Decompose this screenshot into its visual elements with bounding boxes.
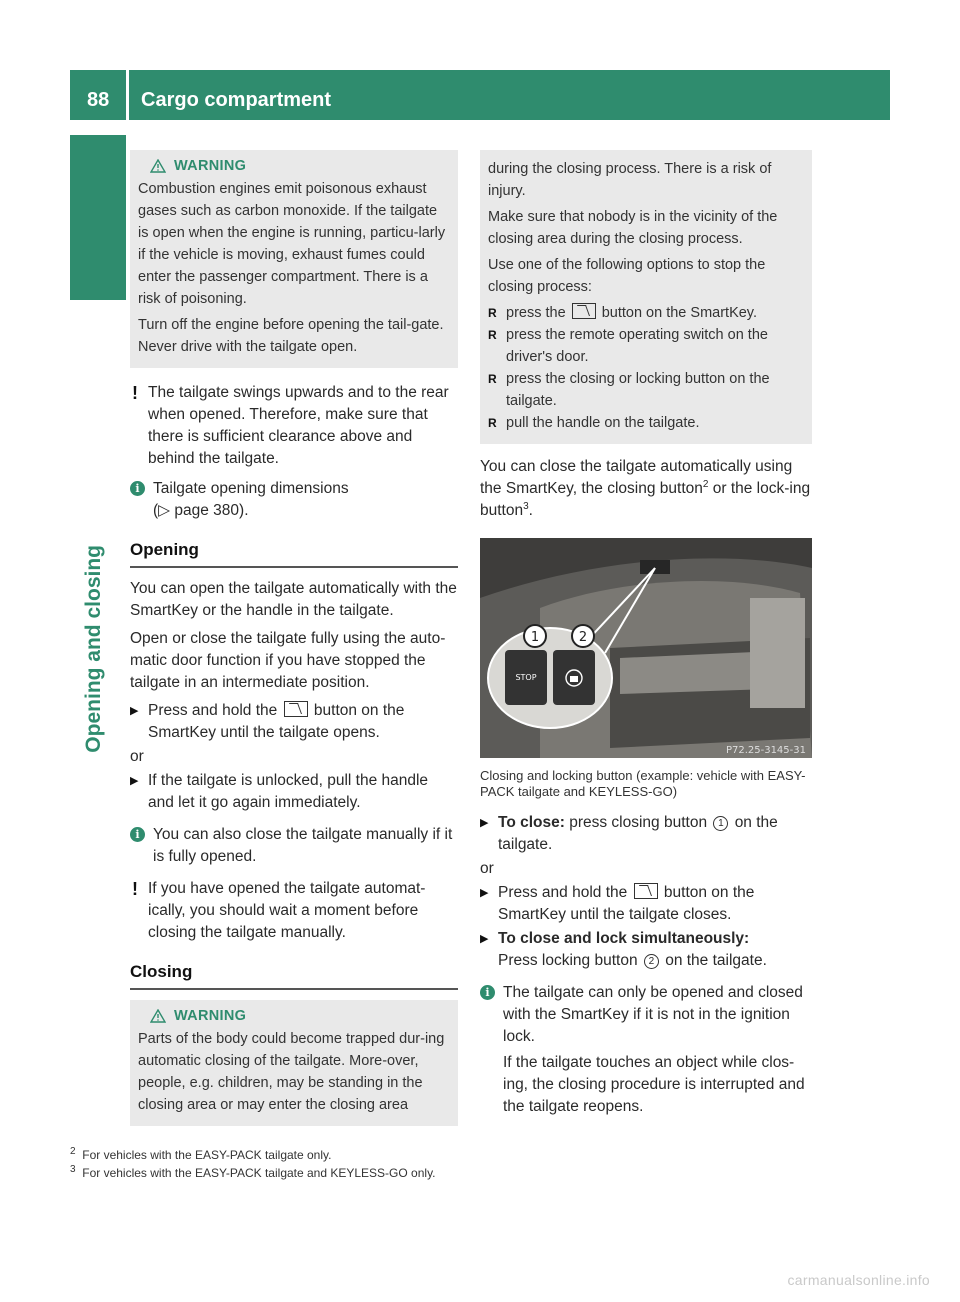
- bullet-item: [488, 324, 804, 368]
- info-text: You can also close the tailgate manually if it is fully opened.: [153, 826, 453, 865]
- warning-triangle-icon: [150, 1009, 166, 1023]
- info-manual-close: [130, 824, 458, 868]
- warning-title: WARNING: [174, 1008, 247, 1024]
- page-header: [129, 70, 890, 120]
- tailgate-illustration: [480, 538, 812, 758]
- svg-text:2: 2: [578, 630, 588, 645]
- bullet-icon: R: [488, 416, 497, 430]
- step-arrow-icon: ▶: [480, 817, 489, 829]
- step-close-lock: [480, 928, 812, 972]
- step-press-hold: [130, 700, 458, 744]
- step-text-cont: on the tailgate.: [498, 814, 778, 853]
- info-icon: i: [130, 827, 145, 842]
- step-arrow-icon: ▶: [480, 887, 489, 899]
- stop-label: STOP: [515, 673, 537, 682]
- step-press-hold-close: [480, 882, 812, 926]
- tailgate-key-icon: [572, 303, 596, 319]
- bullet-icon: R: [488, 306, 497, 320]
- bullet-item: [488, 412, 804, 434]
- figure-caption: Closing and locking button (example: vehicle with EASY-PACK tailgate and KEYLESS-GO): [480, 768, 806, 799]
- step-text-cont: button on the SmartKey until the tailgate opens.: [148, 702, 405, 741]
- info-text: Tailgate opening dimensions: [153, 480, 349, 497]
- warning-text-2: Make sure that nobody is in the vicinity of the closing area during the closing process.: [488, 209, 778, 247]
- note-wait: [130, 878, 458, 944]
- chapter-tab: [70, 135, 126, 300]
- step-arrow-icon: ▶: [130, 775, 139, 787]
- or-text: or: [480, 860, 494, 877]
- footnote-ref-2[interactable]: 2: [702, 478, 709, 490]
- warning-text: Combustion engines emit poisonous exhaust gases such as carbon monoxide. If the tailgate is open when the engine is running, particu-larly if the vehicle is moving, exhaust fumes could enter the passenger compartment. There is a risk of poisoning.: [138, 181, 446, 307]
- info-icon: i: [130, 481, 145, 496]
- warning-box-exhaust: [130, 150, 458, 368]
- step-handle: [130, 770, 458, 814]
- or-text: or: [130, 748, 144, 765]
- info-text-2: If the tailgate touches an object while clos-ing, the closing procedure is interrupted and the tailgate reopens.: [503, 1054, 805, 1115]
- footnotes: [70, 1146, 770, 1182]
- chapter-label: Opening and closing: [82, 545, 105, 753]
- left-column: [130, 150, 458, 1126]
- warning-title: WARNING: [174, 158, 247, 174]
- bullet-text: pull the handle on the tailgate.: [506, 415, 700, 431]
- note-text: The tailgate swings upwards and to the rear when opened. Therefore, make sure that there is sufficient clearance above and behind the tailgate.: [148, 384, 449, 467]
- right-column: [480, 150, 812, 522]
- tailgate-photo: [480, 538, 812, 758]
- warning-box-continued: [480, 150, 812, 444]
- footnote-item: [70, 1164, 770, 1182]
- info-text: The tailgate can only be opened and closed with the SmartKey if it is not in the ignition lock.: [503, 984, 803, 1045]
- bullet-text: press the closing or locking button on the tailgate.: [506, 371, 770, 409]
- step-text: Press and hold the: [498, 884, 628, 901]
- footnote-number: 2: [70, 1146, 76, 1157]
- chapter-label-wrap: [82, 545, 112, 753]
- bullet-text: press the remote operating switch on the driver's door.: [506, 327, 768, 365]
- tailgate-key-icon: [634, 883, 658, 899]
- tailgate-key-icon: [284, 701, 308, 717]
- step-arrow-icon: ▶: [130, 705, 139, 717]
- callout-1-icon: 1: [713, 816, 728, 831]
- opening-paragraph-1: You can open the tailgate automatically with the SmartKey or the handle in the tailgate.: [130, 580, 457, 619]
- callout-2-icon: 2: [644, 954, 659, 969]
- info-smartkey: [480, 982, 812, 1118]
- footnote-ref-3[interactable]: 3: [523, 500, 529, 512]
- step-text: press closing button: [569, 814, 708, 831]
- bullet-item: [488, 302, 804, 324]
- warning-triangle-icon: [150, 159, 166, 173]
- step-text: Press and hold the: [148, 702, 278, 719]
- step-arrow-icon: ▶: [480, 933, 489, 945]
- page-number-box: [70, 70, 126, 120]
- warning-text: during the closing process. There is a risk of injury.: [488, 161, 772, 199]
- info-dimensions: [130, 478, 458, 522]
- step-text-cont: button on the SmartKey until the tailgate closes.: [498, 884, 755, 923]
- page-reference-link[interactable]: (▷ page 380).: [153, 502, 249, 519]
- opening-paragraph-2: Open or close the tailgate fully using the auto-matic door function if you have stopped the tailgate in an intermediate position.: [130, 630, 446, 691]
- step-to-close: [480, 812, 812, 856]
- note-text: If you have opened the tailgate automat-ically, you should wait a moment before closing the tailgate manually.: [148, 880, 426, 941]
- note-clearance: [130, 382, 458, 470]
- bullet-text: press the: [506, 305, 566, 321]
- footnote-number: 3: [70, 1164, 76, 1175]
- step-text: If the tailgate is unlocked, pull the handle and let it go again immediately.: [148, 772, 429, 811]
- warning-text: Parts of the body could become trapped dur-ing automatic closing of the tailgate. More-over, people, e.g. children, may be standing in the closing area or may enter the closing area: [138, 1031, 445, 1113]
- page-number: 88: [87, 89, 110, 111]
- step-text: Press locking button: [498, 952, 638, 969]
- bullet-icon: R: [488, 328, 497, 342]
- footnote-text: For vehicles with the EASY-PACK tailgate and KEYLESS-GO only.: [82, 1166, 436, 1180]
- step-text-cont: on the tailgate.: [665, 952, 767, 969]
- warning-text-3: Use one of the following options to stop the closing process:: [488, 257, 766, 295]
- bullet-item: [488, 368, 804, 412]
- warning-box-trapped: [130, 1000, 458, 1126]
- footnote-text: For vehicles with the EASY-PACK tailgate only.: [82, 1148, 332, 1162]
- warning-text-2: Turn off the engine before opening the tail-gate. Never drive with the tailgate open.: [138, 317, 444, 355]
- svg-text:1: 1: [530, 630, 540, 645]
- right-column-lower: [480, 812, 812, 1118]
- watermark: carmanualsonline.info: [787, 1272, 930, 1288]
- section-heading-closing: Closing: [130, 956, 458, 990]
- exclamation-icon: !: [132, 383, 138, 403]
- svg-text:P72.25-3145-31: P72.25-3145-31: [725, 745, 806, 756]
- page-title: Cargo compartment: [141, 89, 332, 111]
- closing-intro: [480, 456, 812, 522]
- exclamation-icon: !: [132, 879, 138, 899]
- info-icon: i: [480, 985, 495, 1000]
- section-heading-opening: Opening: [130, 534, 458, 568]
- bullet-icon: R: [488, 372, 497, 386]
- step-label: To close:: [498, 814, 565, 831]
- intro-text-end: .: [528, 502, 533, 519]
- intro-text-cont: or the lock-ing button: [480, 480, 811, 519]
- footnote-item: [70, 1146, 770, 1164]
- intro-text: You can close the tailgate automatically using the SmartKey, the closing button: [480, 458, 793, 497]
- bullet-text-cont: button on the SmartKey.: [601, 305, 758, 321]
- step-label: To close and lock simultaneously:: [498, 930, 750, 947]
